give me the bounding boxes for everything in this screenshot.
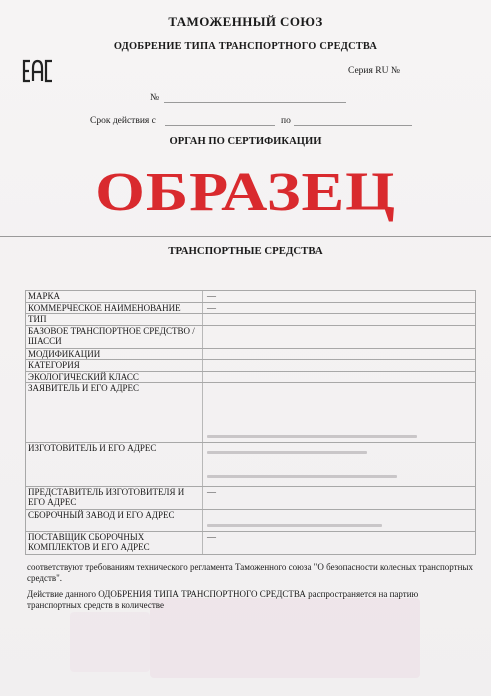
field-value-modifications	[203, 348, 476, 360]
field-label-applicant: ЗАЯВИТЕЛЬ И ЕГО АДРЕС	[26, 383, 203, 443]
field-label-representative: ПРЕДСТАВИТЕЛЬ ИЗГОТОВИТЕЛЯ И ЕГО АДРЕС	[26, 486, 203, 509]
table-row	[26, 531, 476, 554]
table-row	[26, 360, 476, 372]
field-value-manufacturer	[203, 442, 476, 486]
field-value-type	[203, 314, 476, 326]
field-label-manufacturer: ИЗГОТОВИТЕЛЬ И ЕГО АДРЕС	[26, 442, 203, 486]
field-value-applicant	[203, 383, 476, 443]
redacted-text	[207, 475, 397, 478]
compliance-text: соответствуют требованиям технического регламента Таможенного союза "О безопасности колесных транспортных средств".	[27, 562, 473, 583]
table-row	[26, 509, 476, 531]
table-row	[26, 486, 476, 509]
field-label-commercial-name: КОММЕРЧЕСКОЕ НАИМЕНОВАНИЕ	[26, 302, 203, 314]
batch-text: Действие данного ОДОБРЕНИЯ ТИПА ТРАНСПОРТНОГО СРЕДСТВА распространяется на партию транспортных средств в количестве	[27, 589, 419, 610]
validity-to-label: по	[281, 116, 291, 126]
vehicle-fields-table	[25, 290, 476, 555]
table-row	[26, 325, 476, 348]
validity-label: Срок действия с	[90, 116, 156, 126]
field-value-assembly-plant	[203, 509, 476, 531]
field-label-base-vehicle: БАЗОВОЕ ТРАНСПОРТНОЕ СРЕДСТВО / ШАССИ	[26, 325, 203, 348]
field-value-eco-class	[203, 371, 476, 383]
field-label-category: КАТЕГОРИЯ	[26, 360, 203, 372]
field-label-kit-supplier: ПОСТАВЩИК СБОРОЧНЫХ КОМПЛЕКТОВ И ЕГО АДРЕС	[26, 531, 203, 554]
union-title: ТАМОЖЕННЫЙ СОЮЗ	[168, 14, 323, 29]
table-row	[26, 302, 476, 314]
redacted-text	[207, 435, 417, 438]
field-label-type: ТИП	[26, 314, 203, 326]
redacted-text	[207, 524, 382, 527]
validity-to-line	[294, 125, 412, 126]
field-value-brand: —	[203, 291, 476, 303]
field-value-base-vehicle	[203, 325, 476, 348]
sample-stamp: ОБРАЗЕЦ	[95, 160, 396, 222]
section-divider	[0, 236, 491, 237]
approval-title: ОДОБРЕНИЕ ТИПА ТРАНСПОРТНОГО СРЕДСТВА	[113, 41, 378, 52]
field-value-kit-supplier: —	[203, 531, 476, 554]
number-line	[164, 102, 346, 103]
table-row	[26, 291, 476, 303]
table-row	[26, 383, 476, 443]
field-value-category	[203, 360, 476, 372]
eac-logo	[22, 56, 54, 86]
table-row	[26, 371, 476, 383]
vehicles-title: ТРАНСПОРТНЫЕ СРЕДСТВА	[168, 245, 323, 257]
table-row	[26, 314, 476, 326]
field-label-assembly-plant: СБОРОЧНЫЙ ЗАВОД И ЕГО АДРЕС	[26, 509, 203, 531]
table-row	[26, 442, 476, 486]
validity-from-line	[165, 125, 275, 126]
field-value-representative: —	[203, 486, 476, 509]
field-label-eco-class: ЭКОЛОГИЧЕСКИЙ КЛАСС	[26, 371, 203, 383]
certification-body-title: ОРГАН ПО СЕРТИФИКАЦИИ	[169, 136, 322, 147]
series-label: Серия RU №	[348, 66, 400, 76]
security-tint	[70, 612, 150, 672]
table-row	[26, 348, 476, 360]
field-value-commercial-name: —	[203, 302, 476, 314]
redacted-text	[207, 451, 367, 454]
field-label-modifications: МОДИФИКАЦИИ	[26, 348, 203, 360]
field-label-brand: МАРКА	[26, 291, 203, 303]
number-label: №	[150, 93, 160, 103]
